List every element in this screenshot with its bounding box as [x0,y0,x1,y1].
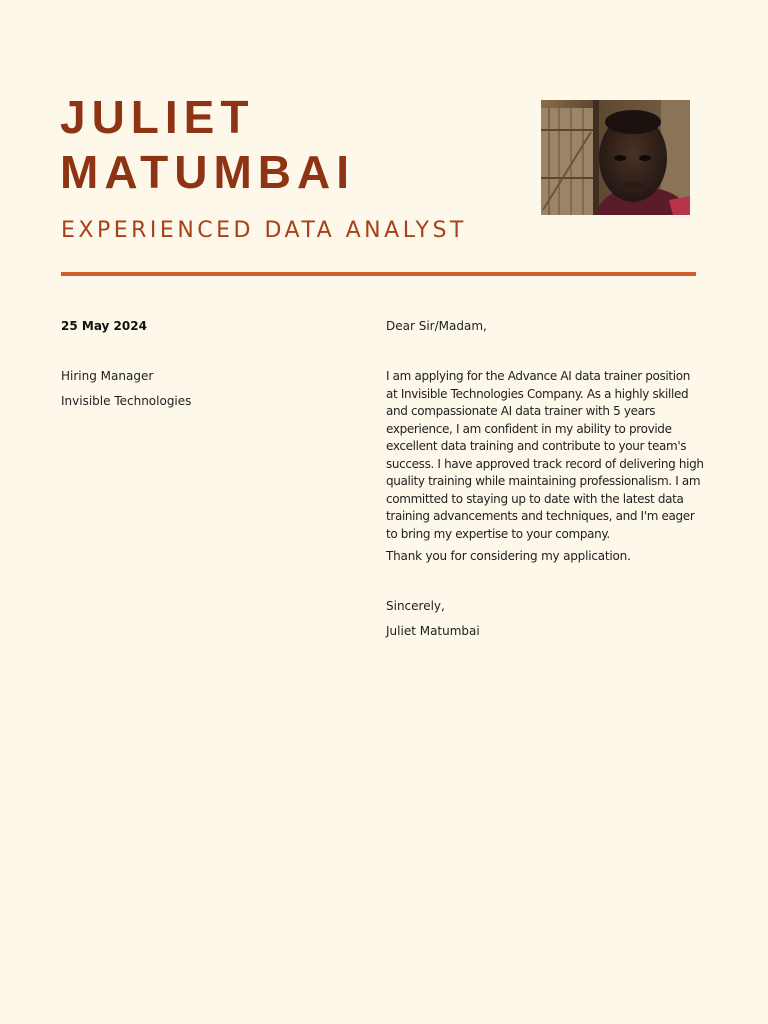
thanks-line: Thank you for considering my application. [386,549,631,563]
letter-body: I am applying for the Advance AI data trainer position at Invisible Technologies Company. As a highly skilled and compassionate AI data trainer with 5 years experience, I am confident in my ability to provide excellent data training and contribute to your team's success. I have approved track record of delivering high quality training while maintaining professionalism. I am committed to staying up to date with the latest data training advancements and techniques, and I'm eager to bring my expertise to your company. [386,369,704,541]
recipient-company: Invisible Technologies [61,394,192,408]
applicant-last-name: MATUMBAI [60,146,355,198]
signature-name: Juliet Matumbai [386,624,480,638]
applicant-first-name: JULIET [60,91,255,143]
job-title: EXPERIENCED DATA ANALYST [61,218,467,243]
recipient-name: Hiring Manager [61,369,154,383]
applicant-name [60,90,355,200]
closing: Sincerely, [386,599,445,613]
letter-date: 25 May 2024 [61,319,147,333]
salutation: Dear Sir/Madam, [386,319,487,333]
header-divider [61,272,696,276]
profile-photo [541,100,690,215]
